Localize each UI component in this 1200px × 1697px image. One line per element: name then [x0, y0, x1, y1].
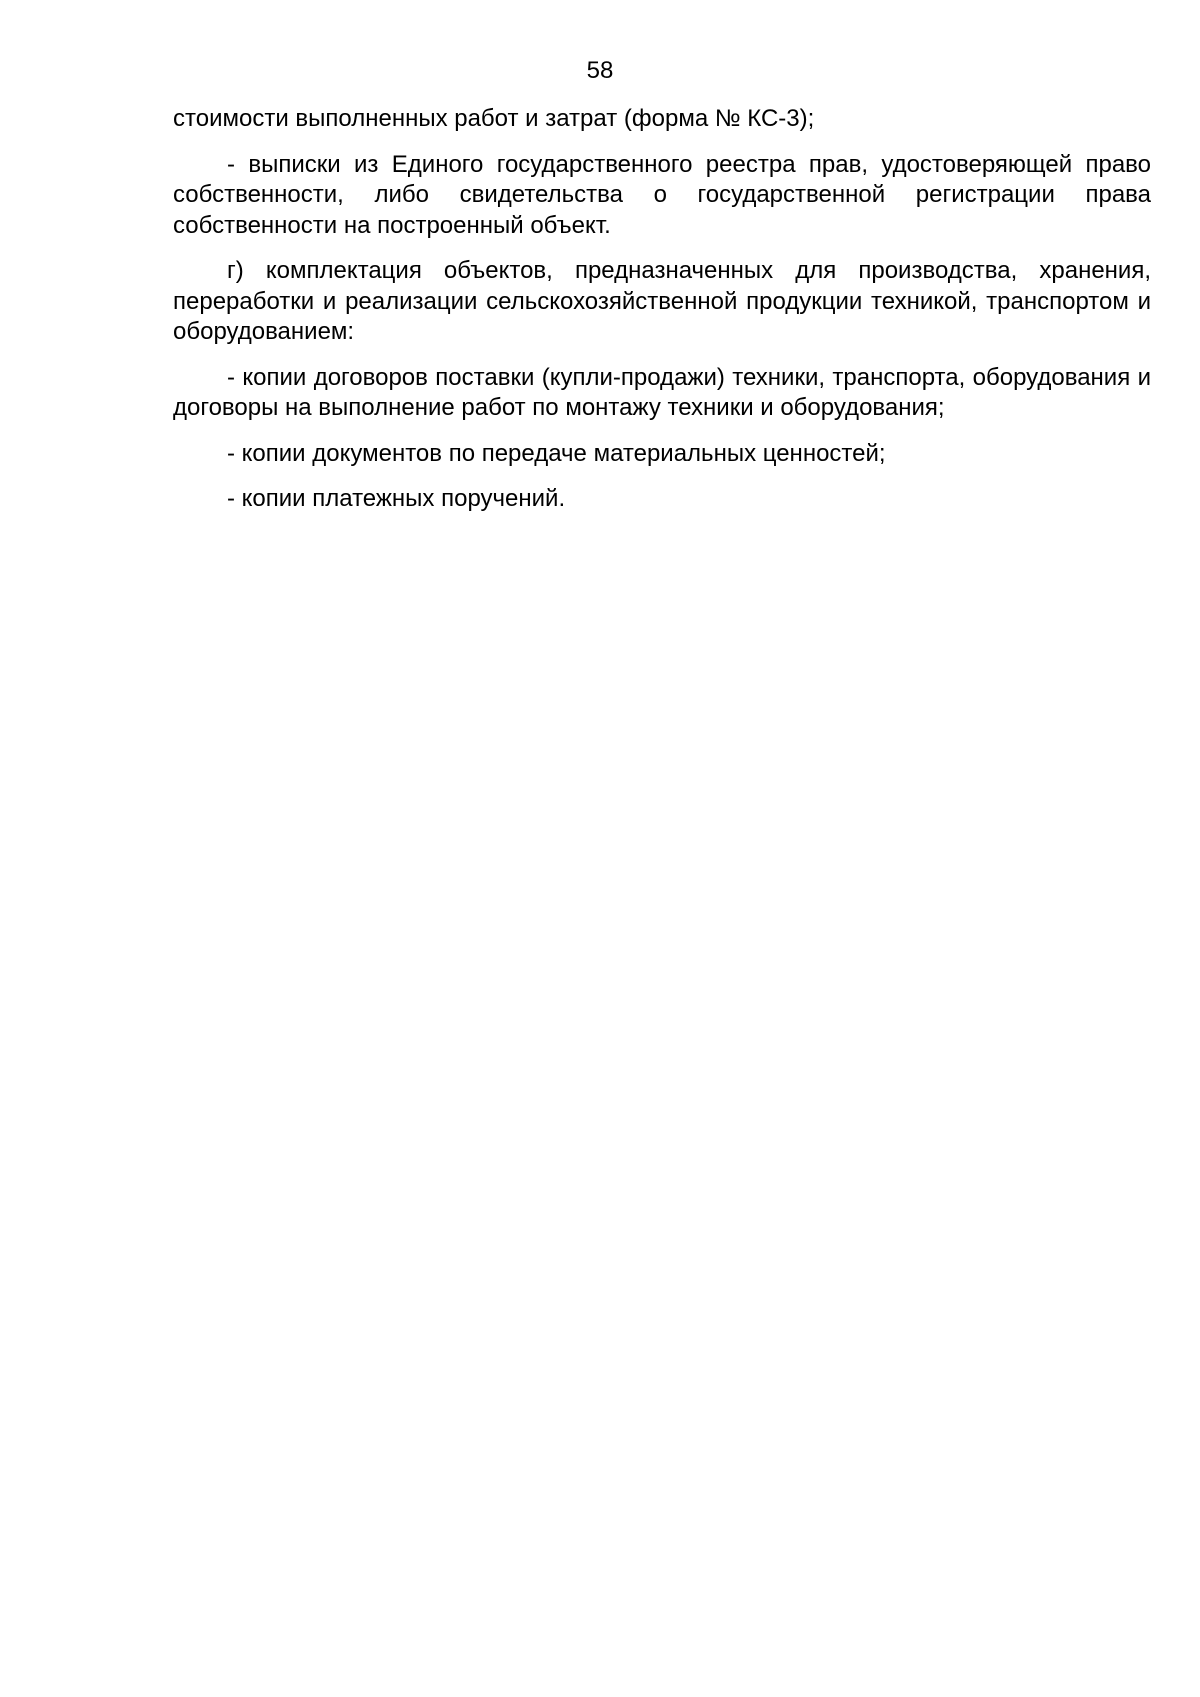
paragraph-transfer-documents: - копии документов по передаче материальных ценностей;: [227, 439, 886, 467]
document-body: [173, 104, 1151, 530]
paragraph-payment-orders: - копии платежных поручений.: [227, 485, 566, 512]
paragraph-registry-extracts: - выписки из Единого государственного реестра прав, удостоверяющей право собственности, либо свидетельства о государственной регистрации права собственности на построенный объект.: [173, 150, 1151, 239]
page-number: 58: [586, 57, 614, 84]
paragraph-continuation: стоимости выполненных работ и затрат (форма № КС-3);: [173, 105, 815, 132]
paragraph-equipment-section: г) комплектация объектов, предназначенных для производства, хранения, переработки и реализации сельскохозяйственной продукции техникой, транспортом и оборудованием:: [173, 257, 1151, 345]
paragraph-supply-contracts: - копии договоров поставки (купли-продажи) техники, транспорта, оборудования и договоры на выполнение работ по монтажу техники и оборудования;: [173, 363, 1151, 421]
